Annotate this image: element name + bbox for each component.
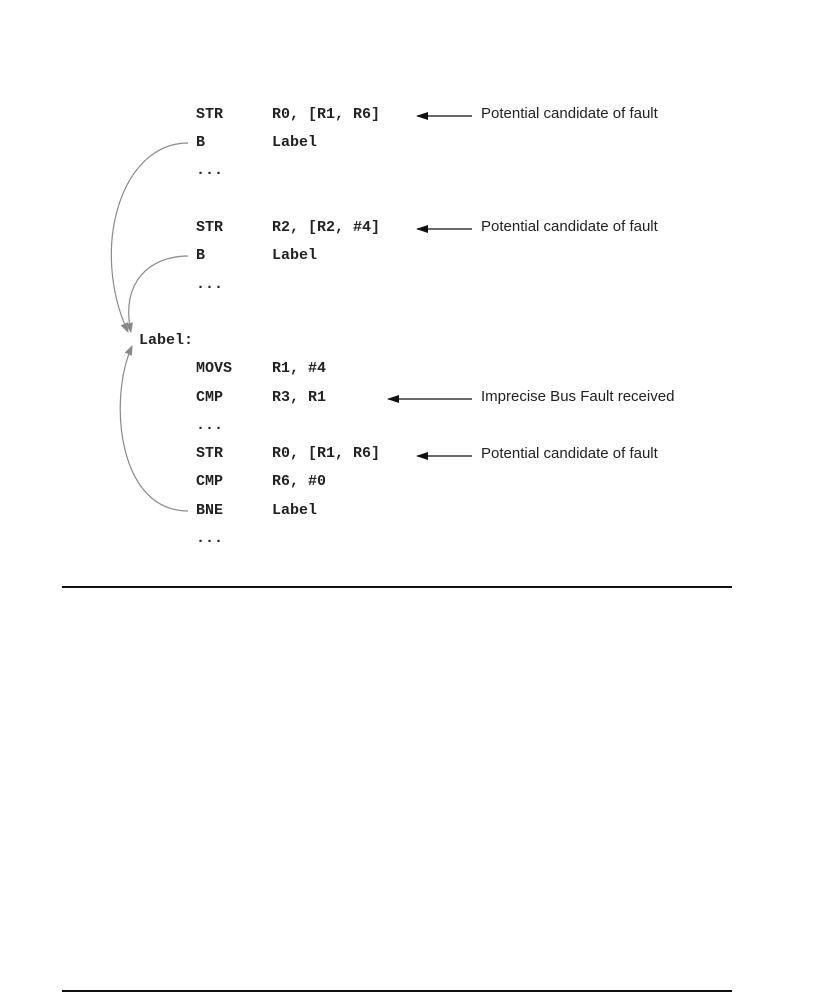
mnemonic-movs: MOVS: [196, 360, 233, 377]
branch-curve-b1: [111, 143, 188, 332]
mnemonic-str-1: STR: [196, 106, 224, 123]
label-target: Label:: [139, 332, 194, 349]
operands-movs: R1, #4: [272, 360, 327, 377]
operands-b-2: Label: [272, 247, 318, 264]
branch-curve-b2: [129, 256, 188, 332]
mnemonic-cmp-2: CMP: [196, 473, 224, 490]
mnemonic-str-3: STR: [196, 445, 224, 462]
mnemonic-str-2: STR: [196, 219, 224, 236]
branch-curve-bne: [120, 346, 188, 511]
ellipsis-2: ...: [196, 276, 224, 293]
annotation-fault-candidate-2: Potential candidate of fault: [481, 218, 658, 235]
ellipsis-4: ...: [196, 530, 224, 547]
mnemonic-cmp-1: CMP: [196, 389, 224, 406]
separator-rule-top: [62, 586, 732, 588]
ellipsis-1: ...: [196, 162, 224, 179]
operands-cmp-2: R6, #0: [272, 473, 327, 490]
operands-b-1: Label: [272, 134, 318, 151]
operands-str-2: R2, [R2, #4]: [272, 219, 381, 236]
operands-str-1: R0, [R1, R6]: [272, 106, 381, 123]
annotation-imprecise-fault: Imprecise Bus Fault received: [481, 388, 675, 405]
mnemonic-b-1: B: [196, 134, 206, 151]
mnemonic-b-2: B: [196, 247, 206, 264]
operands-cmp-1: R3, R1: [272, 389, 327, 406]
mnemonic-bne: BNE: [196, 502, 224, 519]
annotation-fault-candidate-3: Potential candidate of fault: [481, 445, 658, 462]
ellipsis-3: ...: [196, 417, 224, 434]
annotation-fault-candidate-1: Potential candidate of fault: [481, 105, 658, 122]
operands-bne: Label: [272, 502, 318, 519]
operands-str-3: R0, [R1, R6]: [272, 445, 381, 462]
